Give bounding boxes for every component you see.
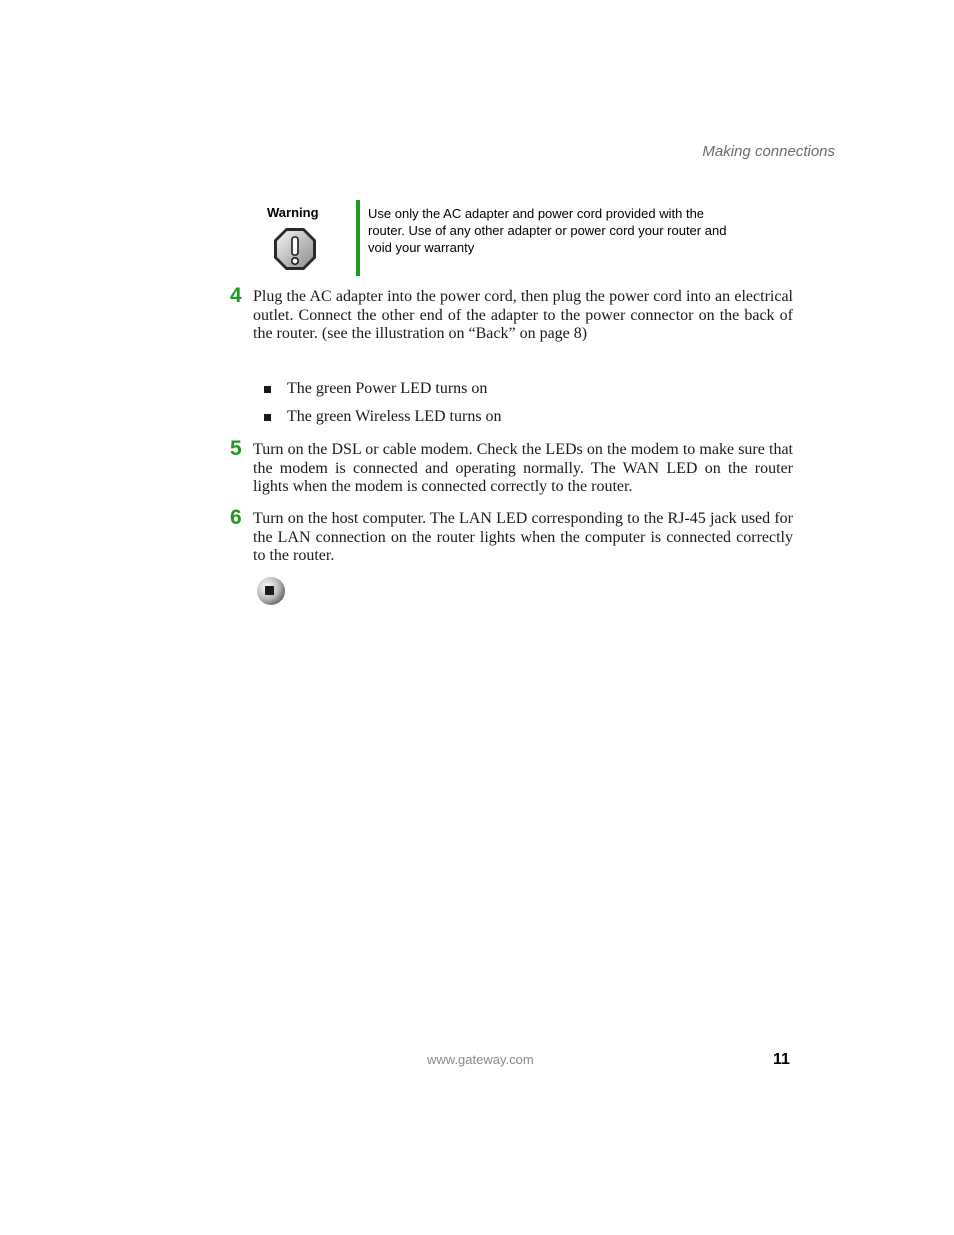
warning-octagon-icon: [273, 227, 317, 271]
footer-url: www.gateway.com: [427, 1052, 534, 1067]
bullet-square-icon: [264, 386, 271, 393]
step-number: 6: [230, 506, 242, 529]
bullet-square-icon: [264, 414, 271, 421]
list-item-text: The green Wireless LED turns on: [287, 408, 502, 425]
bullet-list: [264, 375, 502, 431]
list-item: [264, 375, 502, 403]
list-item: [264, 403, 502, 431]
page-number: 11: [773, 1051, 790, 1068]
running-head: Making connections: [702, 143, 835, 160]
step-5: [230, 437, 800, 497]
step-number: 4: [230, 284, 242, 307]
step-text: Turn on the host computer. The LAN LED corresponding to the RJ-45 jack used for the LAN connection on the router lights when the computer is connected correctly to the router.: [253, 510, 793, 565]
warning-divider: [356, 200, 360, 276]
end-of-procedure-icon: [256, 576, 286, 606]
step-4: [230, 284, 800, 344]
warning-text: Use only the AC adapter and power cord provided with the router. Use of any other adapter or power cord your router and void your warranty: [368, 206, 727, 255]
step-number: 5: [230, 437, 242, 460]
step-6: [230, 506, 800, 566]
step-text: Plug the AC adapter into the power cord, then plug the power cord into an electrical outlet. Connect the other end of the adapter to the power connector on the back of the router. (see the illustration on “Back” on page 8): [253, 288, 793, 343]
warning-label: Warning: [267, 205, 319, 220]
step-text: Turn on the DSL or cable modem. Check the LEDs on the modem to make sure that the modem is connected and operating normally. The WAN LED on the router lights when the modem is connected correctly to the router.: [253, 441, 793, 496]
list-item-text: The green Power LED turns on: [287, 380, 488, 397]
